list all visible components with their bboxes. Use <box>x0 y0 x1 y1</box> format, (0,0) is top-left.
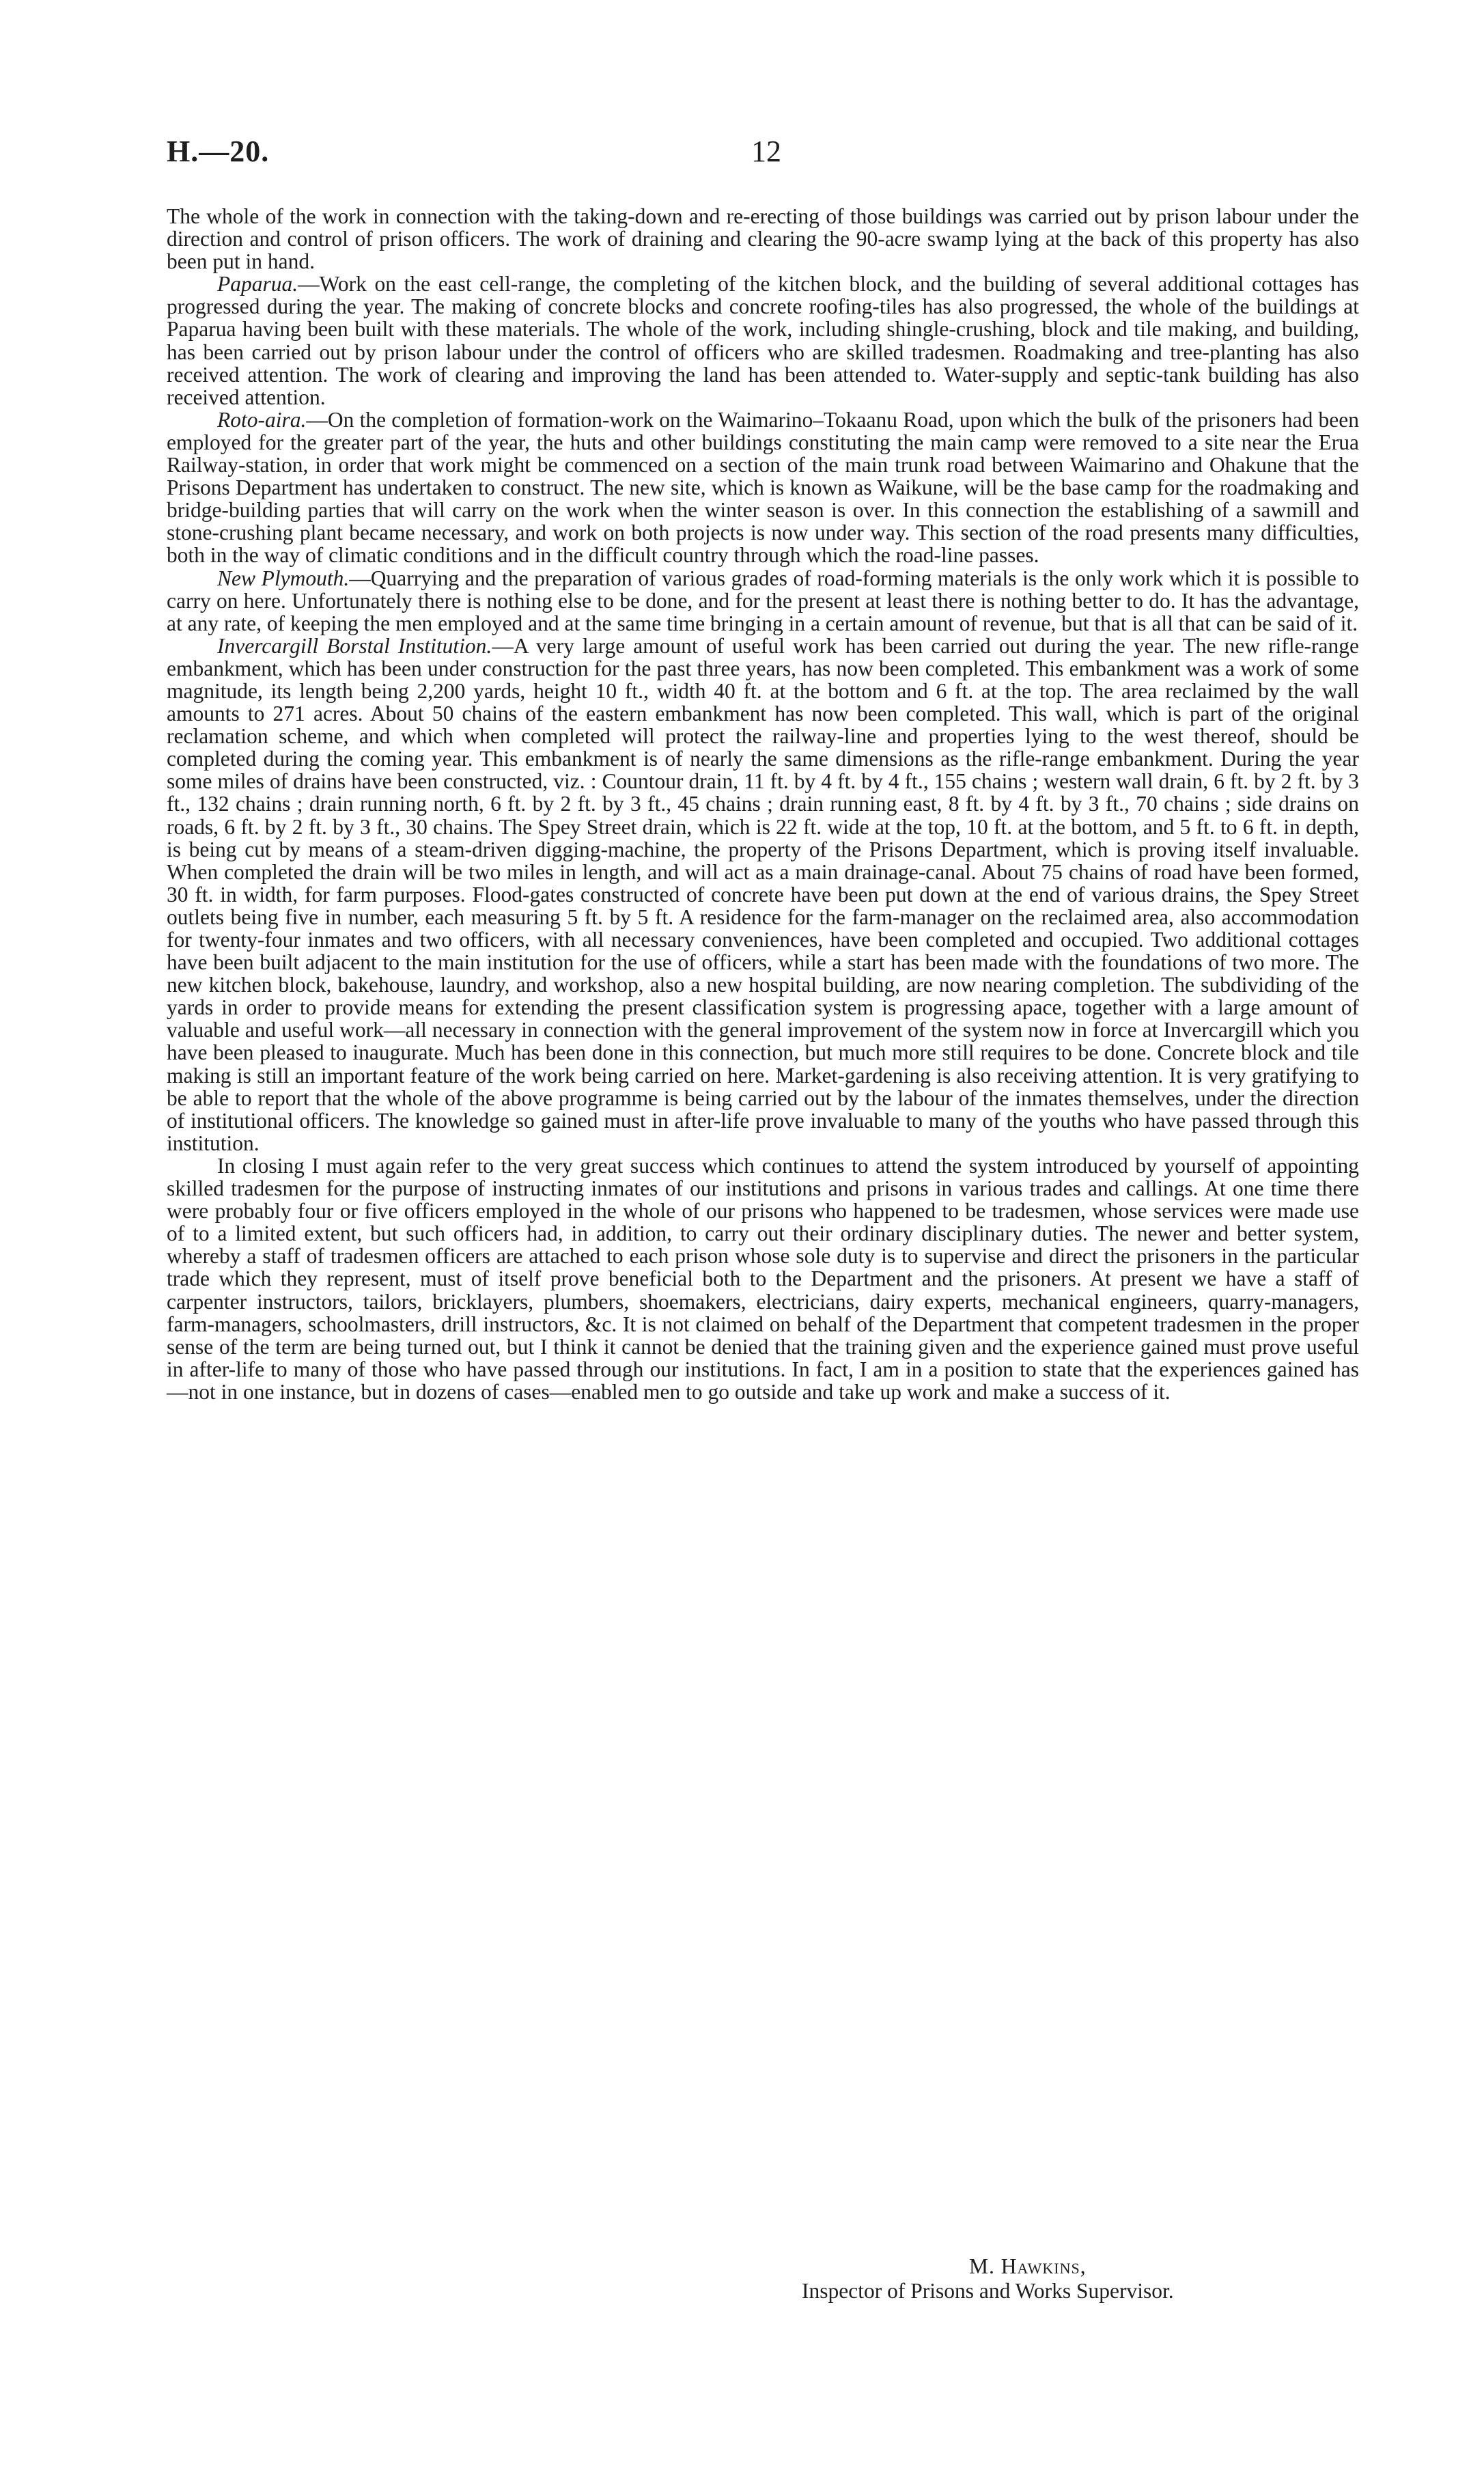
paragraph-buildings <box>167 205 1359 273</box>
page-header <box>167 134 1359 175</box>
paragraph-paparua <box>167 273 1359 409</box>
paragraph-text: —Work on the east cell-range, the completing of the kitchen block, and the building of several additional cottages has progressed during the year. The making of concrete blocks and concrete roofing-tiles has also progressed, the whole of the buildings at Paparua having been built with these materials. The whole of the work, including shingle-crushing, block and tile making, and building, has been carried out by prison labour under the control of officers who are skilled tradesmen. Roadmaking and tree-planting has also received attention. The work of clearing and improving the land has been attended to. Water-supply and septic-tank building has also received attention. <box>167 272 1359 409</box>
paragraph-text: —Quarrying and the preparation of various grades of road-forming materials is the only work which it is possible to carry on here. Unfortunately there is nothing else to be done, and for the present at least there is nothing better to do. It has the advantage, at any rate, of keeping the men employed and at the same time bringing in a certain amount of revenue, but that is all that can be said of it. <box>167 566 1359 635</box>
signature-block <box>167 2254 1359 2303</box>
place-heading: Roto-aira. <box>217 407 307 432</box>
signatory-name: M. Hawkins, <box>969 2254 1087 2278</box>
signatory-title: Inspector of Prisons and Works Supervisor. <box>802 2279 1174 2303</box>
paragraph-invercargill <box>167 635 1359 1154</box>
document-reference: H.—20. <box>167 135 270 168</box>
place-heading: Paparua. <box>217 272 298 296</box>
place-heading: New Plymouth. <box>217 566 350 590</box>
paragraph-closing <box>167 1154 1359 1403</box>
paragraph-text: —On the completion of formation-work on the Waimarino–Tokaanu Road, upon which the bulk of the prisoners had been employed for the greater part of the year, the huts and other buildings constituting the main camp were removed to a site near the Erua Railway-station, in order that work might be commenced on a section of the main trunk road between Waimarino and Ohakune that the Prisons Department has undertaken to construct. The new site, which is known as Waikune, will be the base camp for the roadmaking and bridge-building parties that will carry on the work when the winter season is over. In this connection the establishing of a sawmill and stone-crushing plant became necessary, and work on both projects is now under way. This section of the road presents many difficulties, both in the way of climatic conditions and in the difficult country through which the road-line passes. <box>167 407 1359 568</box>
paragraph-text: In closing I must again refer to the very great success which continues to attend the system introduced by yourself of appointing skilled tradesmen for the purpose of instructing inmates of our institutions and prisons in various trades and callings. At one time there were probably four or five officers employed in the whole of our prisons who happened to be tradesmen, whose services were made use of to a limited extent, but such officers had, in addition, to carry out their ordinary disciplinary duties. The newer and better system, whereby a staff of tradesmen officers are attached to each prison whose sole duty is to supervise and direct the prisoners in the particular trade which they represent, must of itself prove beneficial both to the Department and the prisoners. At present we have a staff of carpenter instructors, tailors, bricklayers, plumbers, shoemakers, electricians, dairy experts, mechanical engineers, quarry-managers, farm-managers, schoolmasters, drill instructors, &c. It is not claimed on behalf of the Department that competent tradesmen in the proper sense of the term are being turned out, but I think it cannot be denied that the training given and the experience gained must prove useful in after-life to many of those who have passed through our institutions. In fact, I am in a position to state that the experiences gained has—not in one instance, but in dozens of cases—enabled men to go outside and take up work and make a success of it. <box>167 1153 1359 1404</box>
paragraph-text: —A very large amount of useful work has been carried out during the year. The new rifle-range embankment, which has been under construction for the past three years, has now been completed. This embankment was a work of some magnitude, its length being 2,200 yards, height 10 ft., width 40 ft. at the bottom and 6 ft. at the top. The area reclaimed by the wall amounts to 271 acres. About 50 chains of the eastern embankment has now been completed. This wall, which is part of the original reclamation scheme, and which when completed will protect the railway-line and properties lying to the west thereof, should be completed during the coming year. This embankment is of nearly the same dimensions as the rifle-range embankment. During the year some miles of drains have been constructed, viz. : Countour drain, 11 ft. by 4 ft. by 4 ft., 155 chains ; western wall drain, 6 ft. by 2 ft. by 3 ft., 132 chains ; drain running north, 6 ft. by 2 ft. by 3 ft., 45 chains ; drain running east, 8 ft. by 4 ft. by 3 ft., 70 chains ; side drains on roads, 6 ft. by 2 ft. by 3 ft., 30 chains. The Spey Street drain, which is 22 ft. wide at the top, 10 ft. at the bottom, and 5 ft. to 6 ft. in depth, is being cut by means of a steam-driven digging-machine, the property of the Prisons Department, which is proving itself invaluable. When completed the drain will be two miles in length, and will act as a main drainage-canal. About 75 chains of road have been formed, 30 ft. in width, for farm purposes. Flood-gates constructed of concrete have been put down at the end of various drains, the Spey Street outlets being five in number, each measuring 5 ft. by 5 ft. A residence for the farm-manager on the reclaimed area, also accommodation for twenty-four inmates and two officers, with all necessary conveniences, have been completed and occupied. Two additional cottages have been built adjacent to the main institution for the use of officers, while a start has been made with the foundations of two more. The new kitchen block, bakehouse, laundry, and workshop, also a new hospital building, are now nearing completion. The subdividing of the yards in order to provide means for extending the present classification system is progressing apace, together with a large amount of valuable and useful work—all necessary in connection with the general improvement of the system now in force at Invercargill which you have been pleased to inaugurate. Much has been done in this connection, but much more still requires to be done. Concrete block and tile making is still an important feature of the work being carried on here. Market-gardening is also receiving attention. It is very gratifying to be able to report that the whole of the above programme is being carried out by the labour of the inmates themselves, under the direction of institutional officers. The knowledge so gained must in after-life prove invaluable to many of the youths who have passed through this institution. <box>167 633 1359 1155</box>
report-body <box>167 205 1359 1403</box>
paragraph-text: The whole of the work in connection with the taking-down and re-erecting of those buildings was carried out by prison labour under the direction and control of prison officers. The work of draining and clearing the 90-acre swamp lying at the back of this property has also been put in hand. <box>167 204 1359 274</box>
page-number: 12 <box>751 135 781 168</box>
place-heading: Invercargill Borstal Institution. <box>217 633 492 658</box>
paragraph-roto-aira <box>167 409 1359 567</box>
paragraph-new-plymouth <box>167 567 1359 635</box>
